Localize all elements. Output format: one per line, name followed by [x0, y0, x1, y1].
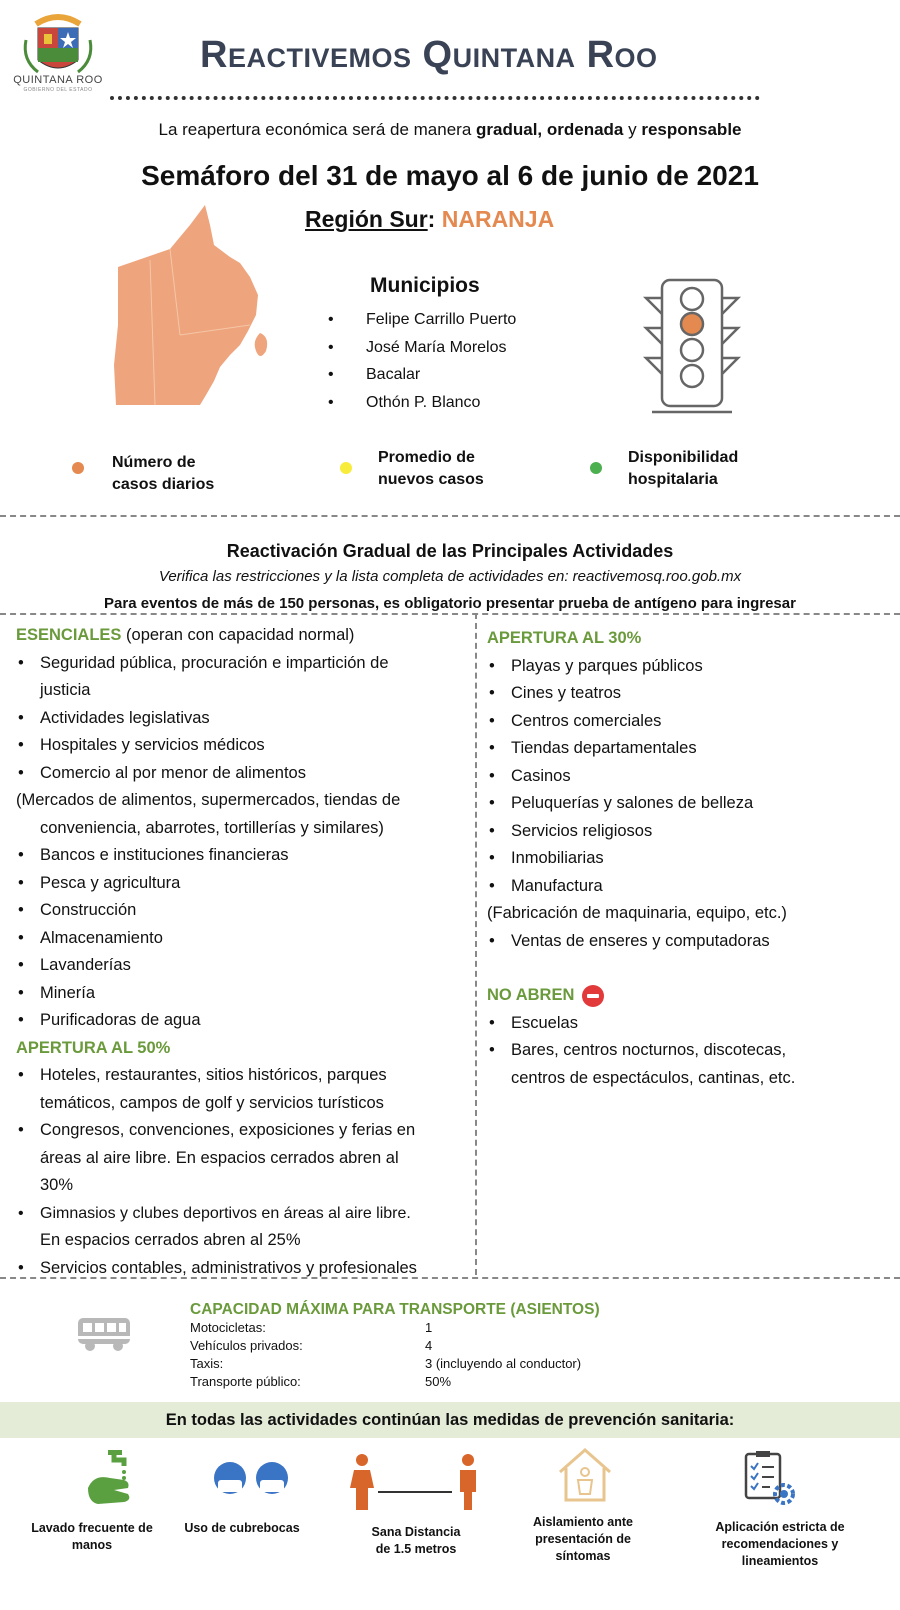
- left-column: [16, 622, 471, 1282]
- list-item: En espacios cerrados abren al 25%: [40, 1231, 301, 1249]
- indicator-new-cases: Promedio de nuevos casos: [378, 449, 484, 488]
- title-divider: [110, 96, 760, 100]
- apertura50-heading: APERTURA AL 50%: [16, 1038, 171, 1057]
- esenciales-heading: ESENCIALES (operan con capacidad normal): [16, 626, 355, 644]
- list-item: temáticos, campos de golf y servicios turísticos: [40, 1093, 384, 1112]
- list-item: • Tiendas departamentales: [487, 735, 892, 763]
- region-map: [110, 205, 280, 415]
- transport-row: Taxis: 3 (incluyendo al conductor): [190, 1356, 582, 1371]
- indicator-daily-cases: Número de casos diarios: [112, 454, 215, 493]
- list-item: • Seguridad pública, procuración e impartición de: [16, 650, 471, 678]
- list-item: • Servicios religiosos: [487, 818, 892, 846]
- prevention-label: Sana Distancia de 1.5 metros: [371, 1525, 461, 1556]
- semaforo-dates: Semáforo del 31 de mayo al 6 de junio de 2021: [141, 160, 759, 191]
- apertura30-list: [487, 653, 892, 956]
- list-item: • Lavanderías: [16, 952, 471, 980]
- list-item: • Peluquerías y salones de belleza: [487, 790, 892, 818]
- page-title: Reactivemos Quintana Roo: [200, 34, 658, 76]
- transport-title: CAPACIDAD MÁXIMA PARA TRANSPORTE (ASIENTOS): [190, 1301, 600, 1318]
- list-item: justicia: [40, 681, 91, 699]
- list-item: centros de espectáculos, cantinas, etc.: [511, 1068, 796, 1087]
- reactivacion-note: Para eventos de más de 150 personas, es obligatorio presentar prueba de antígeno para ingresar: [104, 595, 796, 612]
- list-item: • Othón P. Blanco: [328, 389, 516, 417]
- list-item: 30%: [40, 1176, 74, 1194]
- divider: [0, 613, 900, 615]
- no-abren-list: [487, 1010, 892, 1093]
- right-column: [487, 625, 892, 1092]
- list-item: (Mercados de alimentos, supermercados, tiendas de: [16, 791, 401, 809]
- list-item: • Hospitales y servicios médicos: [16, 732, 471, 760]
- facemask-icon: [212, 1456, 292, 1507]
- list-item: • Manufactura: [487, 873, 892, 901]
- logo-subtext: GOBIERNO DEL ESTADO: [23, 87, 93, 93]
- prevention-label: Aplicación estricta de recomendaciones y lineamientos: [715, 1520, 845, 1568]
- list-item: • Escuelas: [487, 1010, 892, 1038]
- bus-icon: [76, 1316, 132, 1357]
- list-item: áreas al aire libre. En espacios cerrados abren al: [40, 1148, 399, 1167]
- list-item: • Actividades legislativas: [16, 705, 471, 733]
- reactivacion-title: Reactivación Gradual de las Principales Actividades: [226, 541, 674, 561]
- list-item: • Ventas de enseres y computadoras: [487, 928, 892, 956]
- list-item: • José María Morelos: [328, 334, 516, 362]
- no-entry-icon: [582, 985, 604, 1007]
- list-item: • Congresos, convenciones, exposiciones y ferias en: [16, 1117, 471, 1145]
- column-divider: [475, 613, 477, 1275]
- logo-text: QUINTANA ROO: [13, 74, 103, 86]
- municipios-title: Municipios: [370, 274, 480, 297]
- isolation-house-icon: [556, 1446, 614, 1509]
- apertura50-list: [16, 1062, 471, 1282]
- reactivacion-subtitle: Verifica las restricciones y la lista completa de actividades en: reactivemosq.roo.gob.mx: [158, 568, 742, 585]
- handwash-icon: [84, 1448, 144, 1513]
- traffic-light-icon: [642, 278, 742, 423]
- apertura30-heading: APERTURA AL 30%: [487, 629, 642, 647]
- divider: [0, 1277, 900, 1279]
- list-item: • Comercio al por menor de alimentos: [16, 760, 471, 788]
- list-item: • Felipe Carrillo Puerto: [328, 306, 516, 334]
- list-item: • Almacenamiento: [16, 925, 471, 953]
- list-item: • Hoteles, restaurantes, sitios históricos, parques: [16, 1062, 471, 1090]
- list-item: • Inmobiliarias: [487, 845, 892, 873]
- region-heading: Región Sur: NARANJA: [305, 206, 555, 232]
- list-item: • Purificadoras de agua: [16, 1007, 471, 1035]
- prevention-label: Aislamiento ante presentación de síntomas: [532, 1515, 634, 1563]
- list-item: • Construcción: [16, 897, 471, 925]
- list-item: • Gimnasios y clubes deportivos en áreas al aire libre.: [16, 1200, 471, 1228]
- indicator-hospital: Disponibilidad hospitalaria: [628, 449, 739, 488]
- no-abren-heading: NO ABREN: [487, 982, 892, 1010]
- transport-row: Motocicletas: 1: [190, 1320, 433, 1335]
- list-item: • Bares, centros nocturnos, discotecas,: [487, 1037, 892, 1065]
- transport-row: Transporte público: 50%: [190, 1374, 452, 1389]
- list-item: • Centros comerciales: [487, 708, 892, 736]
- prevention-banner: En todas las actividades continúan las medidas de prevención sanitaria:: [0, 1402, 900, 1438]
- list-item: conveniencia, abarrotes, tortillerías y similares): [40, 818, 384, 837]
- social-distance-icon: [348, 1452, 483, 1517]
- checklist-icon: [740, 1450, 798, 1513]
- prevention-label: Lavado frecuente de manos: [31, 1521, 153, 1552]
- subtitle: La reapertura económica será de manera gradual, ordenada y responsable: [158, 120, 742, 139]
- esenciales-list: [16, 650, 471, 1035]
- transport-row: Vehículos privados: 4: [190, 1338, 433, 1353]
- daily-cases-dot: [72, 462, 84, 474]
- quintana-roo-logo: [8, 10, 108, 95]
- hospital-dot: [590, 462, 602, 474]
- new-cases-dot: [340, 462, 352, 474]
- list-item: (Fabricación de maquinaria, equipo, etc.): [487, 904, 787, 922]
- list-item: • Bancos e instituciones financieras: [16, 842, 471, 870]
- divider: [0, 515, 900, 517]
- list-item: • Pesca y agricultura: [16, 870, 471, 898]
- list-item: • Minería: [16, 980, 471, 1008]
- list-item: • Cines y teatros: [487, 680, 892, 708]
- prevention-label: Uso de cubrebocas: [184, 1521, 300, 1535]
- list-item: • Casinos: [487, 763, 892, 791]
- municipios-list: [328, 306, 516, 416]
- list-item: • Bacalar: [328, 361, 516, 389]
- list-item: • Playas y parques públicos: [487, 653, 892, 681]
- list-item: • Servicios contables, administrativos y profesionales: [16, 1255, 471, 1283]
